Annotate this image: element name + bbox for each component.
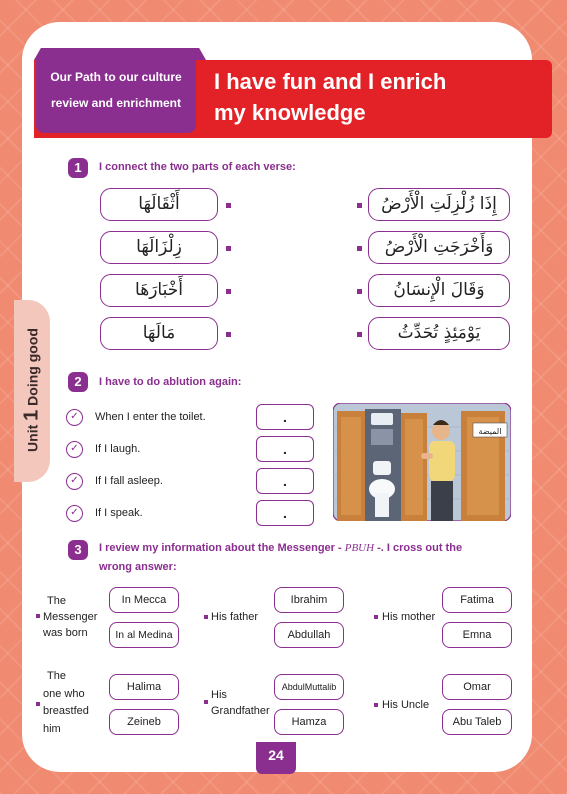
connect-dot[interactable] — [226, 332, 231, 337]
question-breastfed — [43, 668, 89, 738]
connect-dot[interactable] — [226, 203, 231, 208]
option-in-mecca[interactable]: In Mecca — [109, 587, 179, 613]
bullet-dot — [204, 615, 208, 619]
question-grandfather — [211, 687, 270, 719]
label-line: Grandfather — [211, 705, 270, 717]
label-line: was born — [43, 627, 88, 639]
bullet-dot — [374, 703, 378, 707]
verse-part-right-4[interactable]: يَوْمَئِذٍ تُحَدِّثُ — [368, 317, 510, 350]
option-hamza[interactable]: Hamza — [274, 709, 344, 735]
subtitle — [36, 64, 196, 116]
verse-part-right-3[interactable]: وَقَالَ الْإِنسَانُ — [368, 274, 510, 307]
section-3-title-part-a: I review my information about the Messenger - — [99, 542, 345, 554]
option-zeineb[interactable]: Zeineb — [109, 709, 179, 735]
bathroom-illustration — [333, 403, 511, 521]
section-2-number: 2 — [68, 372, 88, 392]
verse-part-left-4[interactable]: مَالَهَا — [100, 317, 218, 350]
connect-dot[interactable] — [357, 332, 362, 337]
connect-dot[interactable] — [357, 289, 362, 294]
connect-dot[interactable] — [226, 246, 231, 251]
verse-part-left-2[interactable]: زِلْزَالَهَا — [100, 231, 218, 264]
page-number: 24 — [256, 742, 296, 774]
answer-box-1[interactable]: . — [256, 404, 314, 430]
page-title — [214, 66, 534, 128]
option-halima[interactable]: Halima — [109, 674, 179, 700]
section-2-title: I have to do ablution again: — [99, 376, 242, 388]
option-emna[interactable]: Emna — [442, 622, 512, 648]
question-messenger-born — [43, 593, 97, 641]
verse-part-left-3[interactable]: أَخْبَارَهَا — [100, 274, 218, 307]
answer-box-2[interactable]: . — [256, 436, 314, 462]
question-father: His father — [211, 611, 259, 623]
label-line: The — [47, 670, 66, 682]
verse-part-right-2[interactable]: وَأَخْرَجَتِ الْأَرْضُ — [368, 231, 510, 264]
option-omar[interactable]: Omar — [442, 674, 512, 700]
bullet-dot — [374, 615, 378, 619]
checkmark-icon[interactable]: ✓ — [66, 505, 83, 522]
answer-box-4[interactable]: . — [256, 500, 314, 526]
unit-label — [21, 328, 44, 452]
ablution-item-2: If I laugh. — [95, 443, 141, 455]
ablution-item-1: When I enter the toilet. — [95, 411, 206, 423]
checkmark-icon[interactable]: ✓ — [66, 409, 83, 426]
title-line-2: my knowledge — [214, 100, 366, 125]
option-ibrahim[interactable]: Ibrahim — [274, 587, 344, 613]
section-3-title-part-b: -. I cross out the — [374, 542, 463, 554]
section-3-title-line-2: wrong answer: — [99, 561, 177, 573]
answer-box-3[interactable]: . — [256, 468, 314, 494]
ablution-item-3: If I fall asleep. — [95, 475, 163, 487]
section-3-number: 3 — [68, 540, 88, 560]
sign-text: الميضة — [478, 427, 502, 436]
pbuh-mark: PBUH — [344, 542, 375, 554]
section-3-title — [99, 539, 519, 577]
subtitle-line-2: review and enrichment — [50, 96, 182, 110]
option-abu-taleb[interactable]: Abu Taleb — [442, 709, 512, 735]
section-1-title: I connect the two parts of each verse: — [99, 161, 296, 173]
verse-part-left-1[interactable]: أَثْقَالَهَا — [100, 188, 218, 221]
checkmark-icon[interactable]: ✓ — [66, 441, 83, 458]
section-1-number: 1 — [68, 158, 88, 178]
option-fatima[interactable]: Fatima — [442, 587, 512, 613]
ablution-item-4: If I speak. — [95, 507, 143, 519]
connect-dot[interactable] — [357, 203, 362, 208]
label-line: breastfed — [43, 705, 89, 717]
connect-dot[interactable] — [226, 289, 231, 294]
bullet-dot — [204, 700, 208, 704]
bullet-dot — [36, 614, 40, 618]
question-mother: His mother — [382, 611, 436, 623]
label-line: him — [43, 722, 61, 735]
label-line: His — [211, 689, 227, 701]
option-abdullah[interactable]: Abdullah — [274, 622, 344, 648]
bullet-dot — [36, 702, 40, 706]
label-line: one who — [43, 687, 85, 700]
question-uncle: His Uncle — [382, 699, 430, 711]
verse-part-right-1[interactable]: إِذَا زُلْزِلَتِ الْأَرْضُ — [368, 188, 510, 221]
unit-title: Doing good — [24, 328, 41, 406]
option-in-al-medina[interactable]: In al Medina — [109, 622, 179, 648]
subtitle-line-1: Our Path to our culture — [50, 70, 182, 84]
unit-number: 1 — [20, 409, 43, 421]
label-line: Messenger — [43, 611, 98, 623]
connect-dot[interactable] — [357, 246, 362, 251]
checkmark-icon[interactable]: ✓ — [66, 473, 83, 490]
title-line-1: I have fun and I enrich — [214, 69, 447, 94]
label-line: The — [47, 595, 66, 607]
unit-word: Unit — [24, 424, 41, 452]
option-abdulmuttalib[interactable]: AbdulMuttalib — [274, 674, 344, 700]
